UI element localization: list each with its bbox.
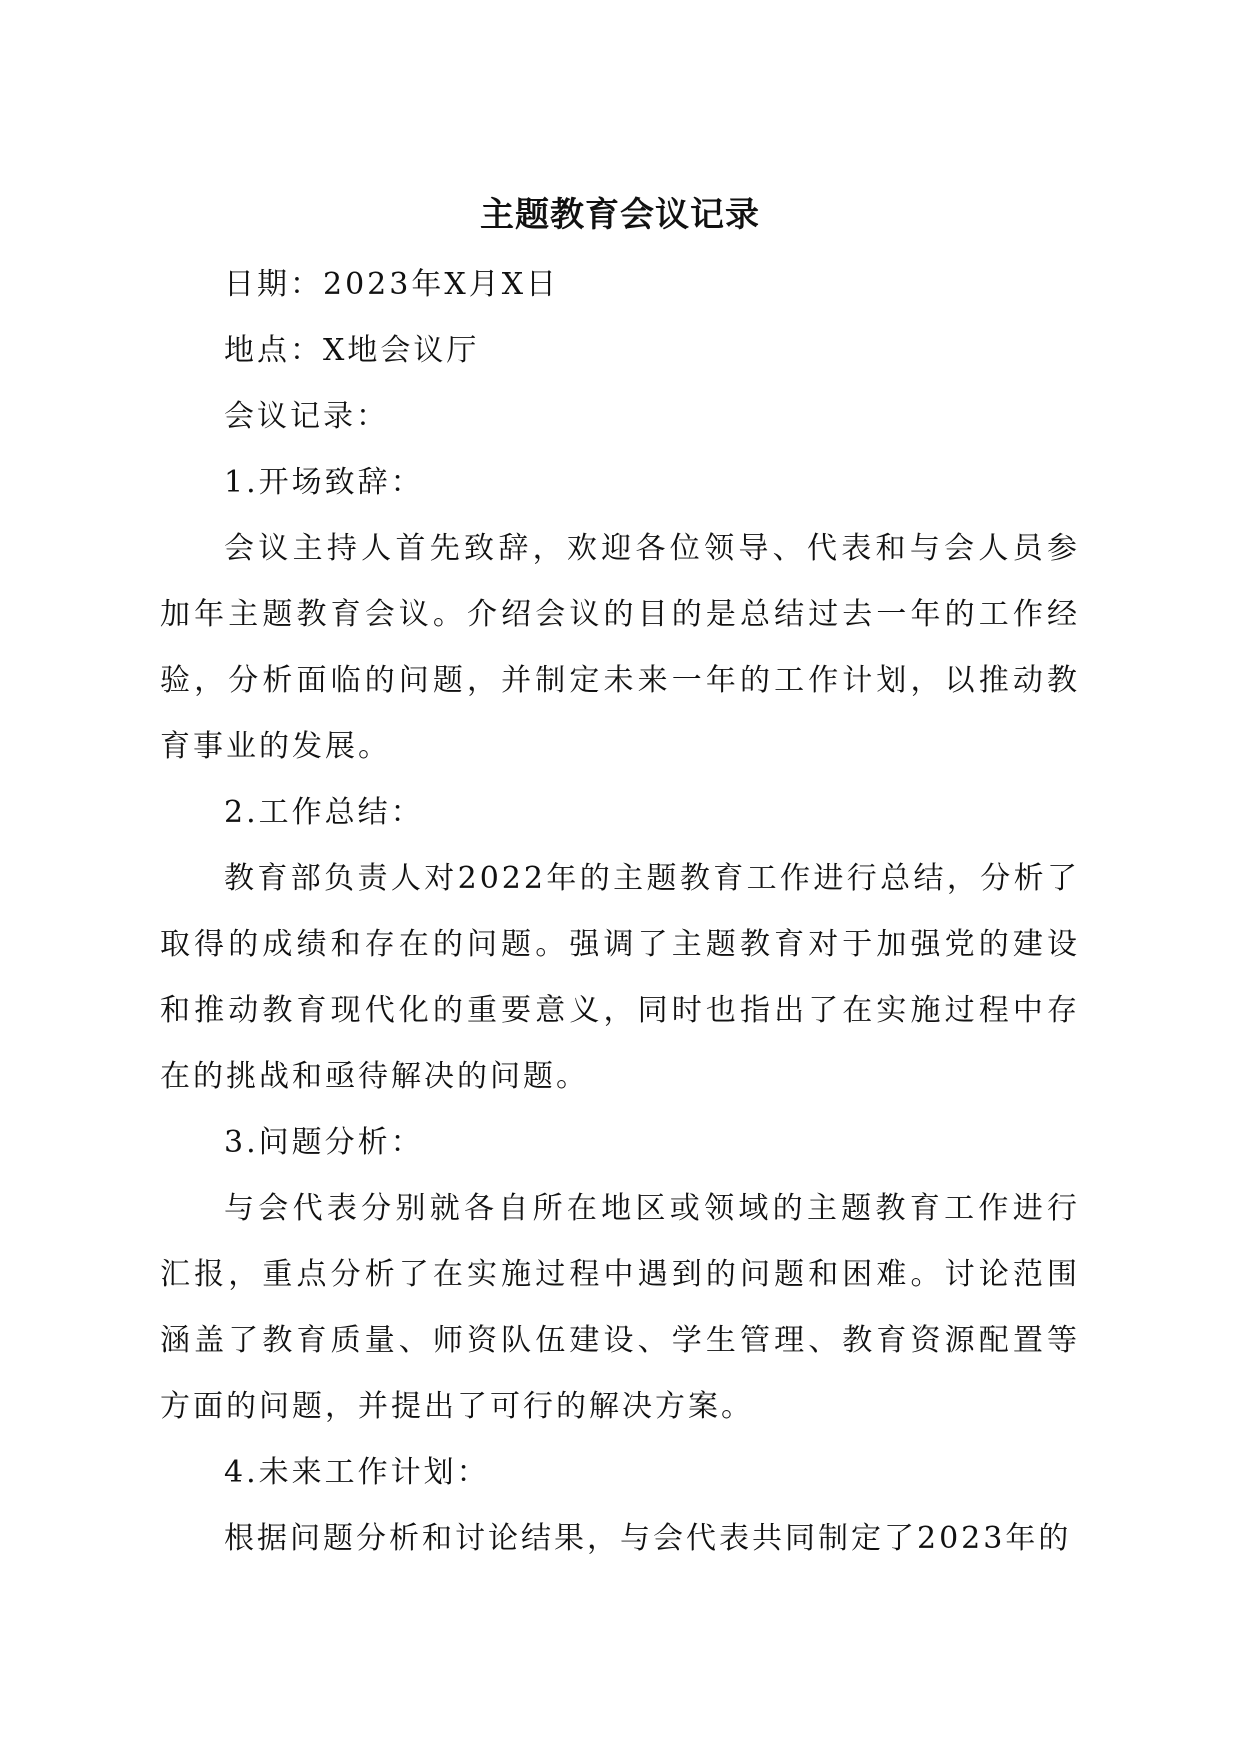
meeting-location: 地点：X地会议厅 (224, 333, 480, 368)
paragraph-opening: 会议主持人首先致辞，欢迎各位领导、代表和与会人员参加年主题教育会议。介绍会议的目的是总结过去一年的工作经验，分析面临的问题，并制定未来一年的工作计划，以推动教育事业的发展。 (160, 531, 1080, 764)
paragraph-plan: 根据问题分析和讨论结果，与会代表共同制定了2023年的 (224, 1521, 1072, 1556)
paragraph-summary: 教育部负责人对2022年的主题教育工作进行总结，分析了取得的成绩和存在的问题。强调了主题教育对于加强党的建设和推动教育现代化的重要意义，同时也指出了在实施过程中存在的挑战和亟待解决的问题。 (160, 861, 1080, 1094)
section-heading-opening: 1.开场致辞： (224, 465, 424, 500)
section-heading-plan: 4.未来工作计划： (224, 1455, 490, 1490)
minutes-heading: 会议记录： (224, 399, 389, 434)
document-body (160, 252, 1080, 1572)
paragraph-analysis: 与会代表分别就各自所在地区或领域的主题教育工作进行汇报，重点分析了在实施过程中遇到的问题和困难。讨论范围涵盖了教育质量、师资队伍建设、学生管理、教育资源配置等方面的问题，并提出了可行的解决方案。 (160, 1191, 1080, 1424)
section-heading-analysis: 3.问题分析： (224, 1125, 424, 1160)
document-page (160, 0, 1080, 1754)
section-heading-summary: 2.工作总结： (224, 795, 424, 830)
document-title: 主题教育会议记录 (480, 195, 760, 235)
meeting-date: 日期：2023年X月X日 (224, 267, 560, 302)
